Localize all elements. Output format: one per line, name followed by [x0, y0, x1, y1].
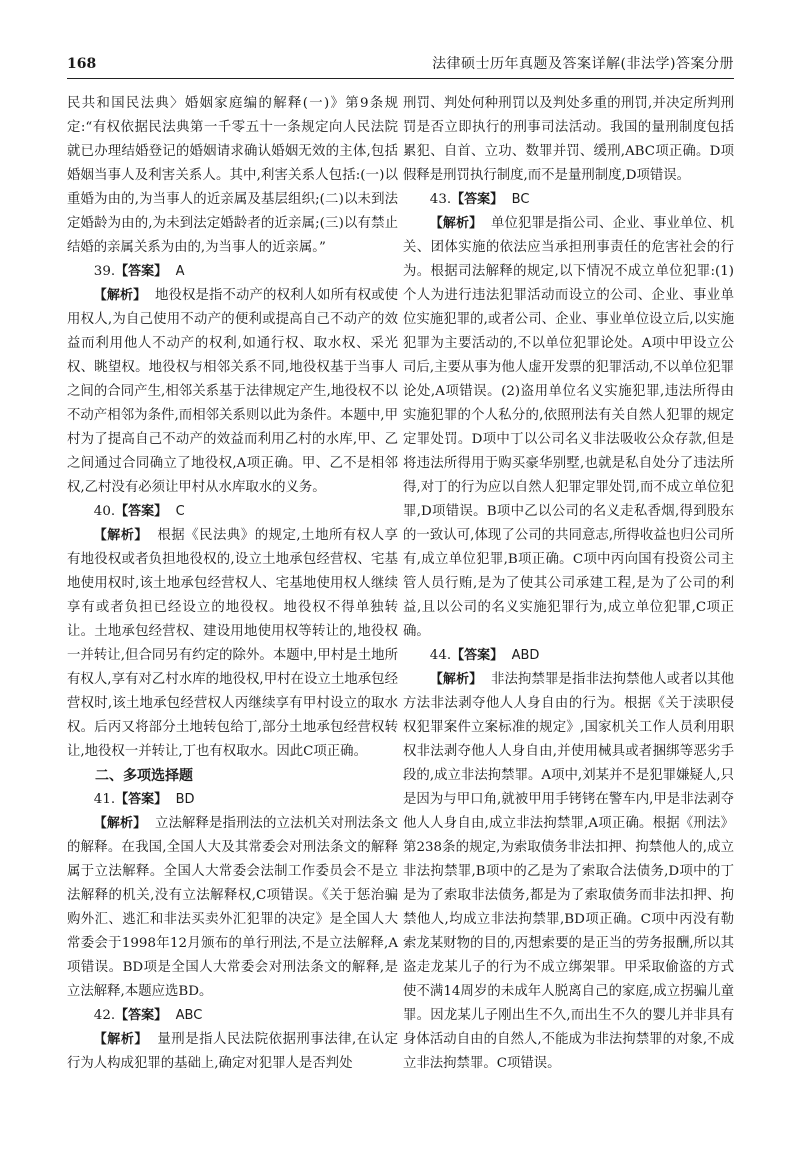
explanation-text: 量刑是指人民法院依据刑事法律,在认定行为人构成犯罪的基础上,确定对犯罪人是否判处 [67, 1032, 398, 1071]
explanation-39 [67, 284, 398, 500]
question-number: 40. [93, 504, 116, 519]
running-header [67, 50, 734, 79]
answer-tag: 【答案】 [115, 504, 168, 519]
answer-line-40 [67, 500, 398, 524]
answer-value: ABD [511, 648, 540, 663]
answer-line-39 [67, 260, 398, 284]
explanation-41 [67, 812, 398, 1004]
explanation-text: 单位犯罪是指公司、企业、事业单位、机关、团体实施的依法应当承担刑事责任的危害社会的行为。根据司法解释的规定,以下情况不成立单位犯罪:(1)个人为进行违法犯罪活动而设立的公司、企业、事业单位实施犯罪的,或者公司、企业、事业单位设立后,以实施犯罪为主要活动的,不以单位犯罪论处。A项中甲设立公司后,主要从事为他人虚开发票的犯罪活动,不以单位犯罪论处,A项错误。(2)盗用单位名义实施犯罪,违法所得由实施犯罪的个人私分的,依照刑法有关自然人犯罪的规定定罪处罚。D项中丁以公司名义非法吸收公众存款,但是将违法所得用于购买豪华别墅,也就是私自处分了违法所得,对丁的行为应以自然人犯罪定罪处罚,而不成立单位犯罪,D项错误。B项中乙以公司的名义走私香烟,得到股东的一致认可,体现了公司的共同意志,所得收益也归公司所有,成立单位犯罪,B项正确。C项中丙向国有投资公司主管人员行贿,是为了使其公司承建工程,是为了公司的利益,且以公司的名义实施犯罪行为,成立单位犯罪,C项正确。 [403, 216, 734, 639]
question-number: 42. [93, 1008, 116, 1023]
question-number: 43. [429, 192, 452, 207]
right-column [403, 92, 734, 1076]
answer-tag: 【答案】 [115, 264, 168, 279]
answer-tag: 【答案】 [115, 792, 168, 807]
explanation-text: 立法解释是指刑法的立法机关对刑法条文的解释。在我国,全国人大及其常委会对刑法条文的解释属于立法解释。全国人大常委会法制工作委员会不是立法解释的机关,没有立法解释权,C项错误。《关于惩治骗购外汇、逃汇和非法买卖外汇犯罪的决定》是全国人大常委会于1998年12月颁布的单行刑法,不是立法解释,A项错误。BD项是全国人大常委会对刑法条文的解释,是立法解释,本题应选BD。 [67, 816, 398, 999]
answer-value: BD [175, 792, 195, 807]
answer-line-41 [67, 788, 398, 812]
explanation-tag: 【解析】 [429, 672, 483, 687]
explanation-tag: 【解析】 [429, 216, 483, 231]
answer-value: ABC [175, 1008, 203, 1023]
answer-tag: 【答案】 [451, 192, 504, 207]
answer-value: C [175, 504, 185, 519]
explanation-text: 地役权是指不动产的权利人如所有权或使用权人,为自己使用不动产的便利或提高自己不动产的效益而利用他人不动产的权利,如通行权、取水权、采光权、眺望权。地役权与相邻关系不同,地役权基于当事人之间的合同产生,相邻关系基于法律规定产生,地役权不以不动产相邻为条件,而相邻关系则以此为条件。本题中,甲村为了提高自己不动产的效益而利用乙村的水库,甲、乙之间通过合同确立了地役权,A项正确。甲、乙不是相邻权,乙村没有必须让甲村从水库取水的义务。 [67, 288, 398, 495]
answer-line-44 [403, 644, 734, 668]
question-number: 44. [429, 648, 452, 663]
explanation-40 [67, 524, 398, 764]
question-number: 41. [93, 792, 116, 807]
answer-tag: 【答案】 [451, 648, 504, 663]
answer-tag: 【答案】 [115, 1008, 168, 1023]
explanation-tag: 【解析】 [93, 1032, 148, 1047]
answer-value: A [175, 264, 185, 279]
question-number: 39. [93, 264, 116, 279]
answer-line-42 [67, 1004, 398, 1028]
answer-value: BC [511, 192, 530, 207]
explanation-43 [403, 212, 734, 644]
explanation-text: 非法拘禁罪是指非法拘禁他人或者以其他方法非法剥夺他人人身自由的行为。根据《关于渎职侵权犯罪案件立案标准的规定》,国家机关工作人员利用职权非法剥夺他人人身自由,并使用械具或者捆绑等恶劣手段的,成立非法拘禁罪。A项中,刘某并不是犯罪嫌疑人,只是因为与甲口角,就被甲用手铐铐在警车内,甲是非法剥夺他人人身自由,成立非法拘禁罪,A项正确。根据《刑法》第238条的规定,为索取债务非法扣押、拘禁他人的,成立非法拘禁罪,B项中的乙是为了索取合法债务,D项中的丁是为了索取非法债务,都是为了索取债务而非法扣押、拘禁他人,均成立非法拘禁罪,BD项正确。C项中丙没有勒索龙某财物的目的,丙想索要的是正当的劳务报酬,所以其盗走龙某儿子的行为不成立绑架罪。甲采取偷盗的方式使不满14周岁的未成年人脱离自己的家庭,成立拐骗儿童罪。因龙某儿子刚出生不久,而出生不久的婴儿并非具有身体活动自由的自然人,不能成为非法拘禁罪的对象,不成立非法拘禁罪。C项错误。 [403, 672, 734, 1071]
explanation-tag: 【解析】 [93, 816, 147, 831]
explanation-text: 根据《民法典》的规定,土地所有权人享有地役权或者负担地役权的,设立土地承包经营权、宅基地使用权时,该土地承包经营权人、宅基地使用权人继续享有或者负担已经设立的地役权。地役权不得单独转让。土地承包经营权、建设用地使用权等转让的,地役权一并转让,但合同另有约定的除外。本题中,甲村是土地所有权人,享有对乙村水库的地役权,甲村在设立土地承包经营权时,该土地承包经营权人丙继续享有甲村设立的取水权。后丙又将部分土地转包给丁,部分土地承包经营权转让,地役权一并转让,丁也有权取水。因此C项正确。 [67, 528, 398, 759]
explanation-tag: 【解析】 [93, 288, 147, 303]
page-number: 168 [67, 56, 97, 72]
continued-paragraph: 刑罚、判处何种刑罚以及判处多重的刑罚,并决定所判刑罚是否立即执行的刑事司法活动。我国的量刑制度包括累犯、自首、立功、数罪并罚、缓刑,ABC项正确。D项假释是刑罚执行制度,而不是量刑制度,D项错误。 [403, 96, 734, 183]
section-heading: 二、多项选择题 [95, 768, 193, 784]
explanation-44 [403, 668, 734, 1076]
explanation-42 [67, 1028, 398, 1076]
left-column [67, 92, 398, 1076]
explanation-tag: 【解析】 [93, 528, 148, 543]
answer-line-43 [403, 188, 734, 212]
continued-paragraph: 民共和国民法典〉婚姻家庭编的解释(一)》第9条规定:“有权依据民法典第一千零五十一条规定向人民法院就已办理结婚登记的婚姻请求确认婚姻无效的主体,包括婚姻当事人及利害关系人。其中,利害关系人包括:(一)以重婚为由的,为当事人的近亲属及基层组织;(二)以未到法定婚龄为由的,为未到法定婚龄者的近亲属;(三)以有禁止结婚的亲属关系为由的,为当事人的近亲属。” [67, 96, 398, 255]
book-title: 法律硕士历年真题及答案详解(非法学)答案分册 [432, 56, 734, 72]
